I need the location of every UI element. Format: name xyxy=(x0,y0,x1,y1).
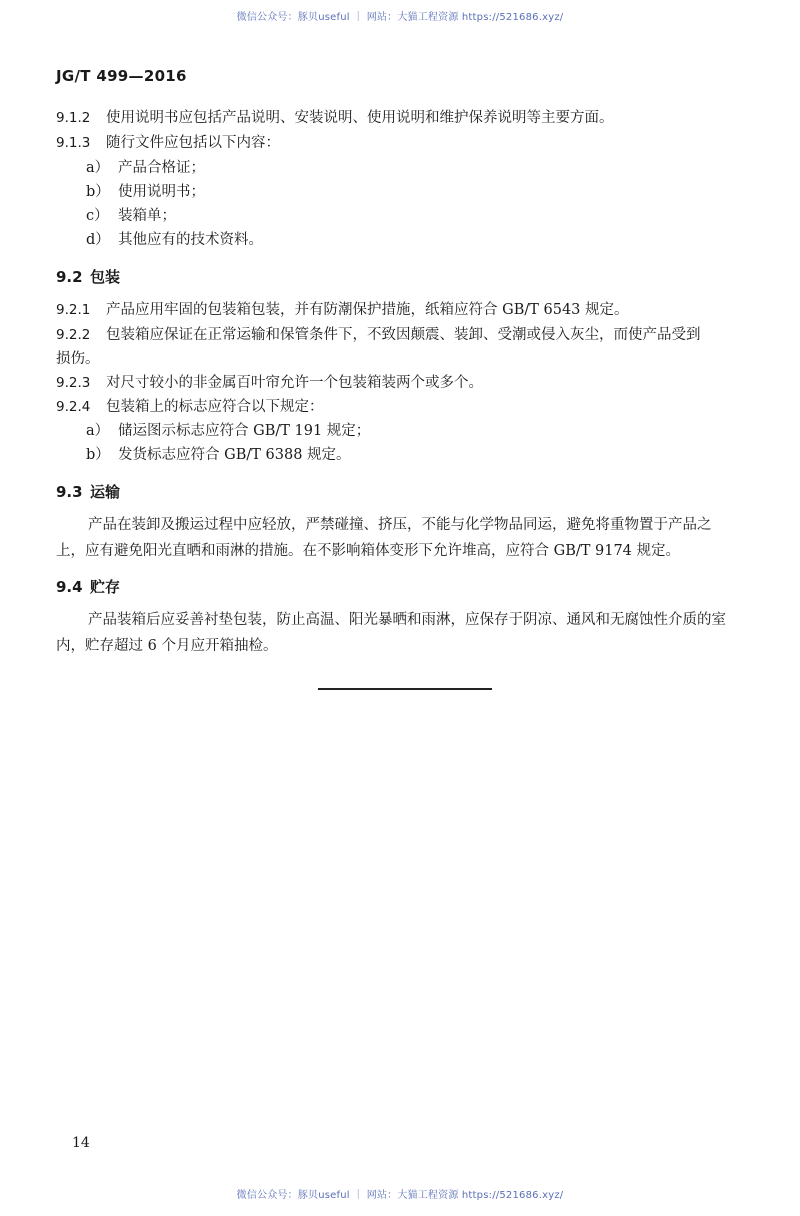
paragraph-line: 产品装箱后应妥善衬垫包装，防止高温、阳光暴晒和雨淋，应保存于阴凉、通风和无腐蚀性介质的室 xyxy=(88,612,726,628)
list-text: 其他应有的技术资料。 xyxy=(118,232,263,248)
clause-9-2-2 xyxy=(56,326,701,344)
clause-text: 对尺寸较小的非金属百叶帘允许一个包装箱装两个或多个。 xyxy=(106,375,483,391)
list-item xyxy=(86,207,176,225)
list-text: 使用说明书； xyxy=(118,184,205,200)
list-marker: b） xyxy=(86,184,110,200)
list-text: 发货标志应符合 GB/T 6388 规定。 xyxy=(118,447,351,463)
list-marker: c） xyxy=(86,208,109,224)
watermark-top: 微信公众号：豚贝useful ｜ 网站：大猫工程资源 https://521686.xyz/ xyxy=(236,12,564,23)
clause-number: 9.1.2 xyxy=(56,110,91,126)
clause-9-2-2-continuation: 损伤。 xyxy=(56,351,100,367)
document-code: JG/T 499—2016 xyxy=(56,67,187,85)
clause-9-1-3 xyxy=(56,134,280,152)
list-text: 产品合格证； xyxy=(118,160,205,176)
section-title: 运输 xyxy=(90,483,121,501)
watermark-bottom: 微信公众号：豚贝useful ｜ 网站：大猫工程资源 https://521686.xyz/ xyxy=(236,1190,564,1201)
clause-9-2-1 xyxy=(56,301,629,319)
clause-text: 包装箱应保证在正常运输和保管条件下，不致因颠震、装卸、受潮或侵入灰尘，而使产品受到 xyxy=(106,327,701,343)
clause-text: 使用说明书应包括产品说明、安装说明、使用说明和维护保养说明等主要方面。 xyxy=(106,110,614,126)
section-title: 包装 xyxy=(90,268,121,286)
list-marker: d） xyxy=(86,232,110,248)
page-number: 14 xyxy=(72,1135,90,1151)
clause-9-2-3 xyxy=(56,374,483,392)
section-9-3-paragraph xyxy=(56,512,756,564)
section-number: 9.4 xyxy=(56,578,83,596)
end-of-document-rule xyxy=(318,688,492,690)
section-number: 9.2 xyxy=(56,268,83,286)
clause-number: 9.1.3 xyxy=(56,135,91,151)
list-marker: b） xyxy=(86,447,110,463)
clause-number: 9.2.2 xyxy=(56,327,91,343)
list-marker: a） xyxy=(86,423,110,439)
clause-text: 随行文件应包括以下内容： xyxy=(106,135,280,151)
list-item xyxy=(86,159,205,177)
clause-text: 产品应用牢固的包装箱包装，并有防潮保护措施，纸箱应符合 GB/T 6543 规定。 xyxy=(106,302,629,318)
clause-number: 9.2.3 xyxy=(56,375,91,391)
list-item xyxy=(86,422,370,440)
clause-9-1-2 xyxy=(56,109,614,127)
list-item xyxy=(86,183,205,201)
clause-text: 包装箱上的标志应符合以下规定： xyxy=(106,399,324,415)
list-item xyxy=(86,231,263,249)
section-heading-9-3 xyxy=(56,481,120,502)
list-item xyxy=(86,446,351,464)
section-heading-9-2 xyxy=(56,266,120,287)
clause-number: 9.2.4 xyxy=(56,399,91,415)
clause-number: 9.2.1 xyxy=(56,302,91,318)
paragraph-line: 内，贮存超过 6 个月应开箱抽检。 xyxy=(56,638,278,654)
list-text: 储运图示标志应符合 GB/T 191 规定； xyxy=(118,423,371,439)
list-text: 装箱单； xyxy=(118,208,176,224)
paragraph-line: 上，应有避免阳光直晒和雨淋的措施。在不影响箱体变形下允许堆高，应符合 GB/T 9174 规定。 xyxy=(56,543,681,559)
section-title: 贮存 xyxy=(90,578,121,596)
clause-9-2-4 xyxy=(56,398,324,416)
section-number: 9.3 xyxy=(56,483,83,501)
paragraph-line: 产品在装卸及搬运过程中应轻放，严禁碰撞、挤压，不能与化学物品同运，避免将重物置于产品之 xyxy=(88,517,712,533)
section-9-4-paragraph xyxy=(56,607,756,659)
list-marker: a） xyxy=(86,160,110,176)
section-heading-9-4 xyxy=(56,576,120,597)
